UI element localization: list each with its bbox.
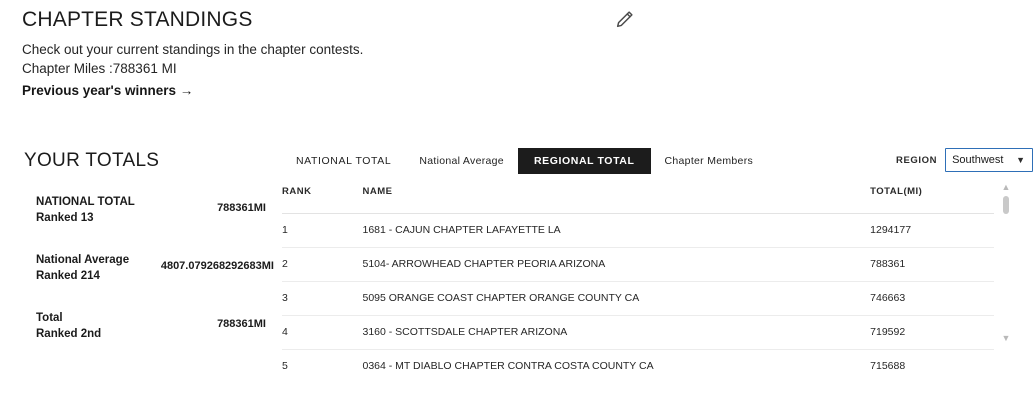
region-selector bbox=[896, 148, 1033, 172]
scrollbar-thumb[interactable] bbox=[1003, 196, 1009, 214]
total-row-rank: Ranked 13 bbox=[36, 212, 94, 224]
total-row-label: NATIONAL TOTAL bbox=[36, 196, 135, 208]
cell-total: 746663 bbox=[870, 282, 994, 316]
your-totals-panel bbox=[24, 150, 274, 368]
cell-name: 0364 - MT DIABLO CHAPTER CONTRA COSTA COUNTY CA bbox=[362, 360, 654, 372]
table-row[interactable] bbox=[282, 350, 994, 384]
tab-national-average[interactable]: National Average bbox=[405, 149, 518, 173]
cell-total: 719592 bbox=[870, 316, 994, 350]
cell-name: 3160 - SCOTTSDALE CHAPTER ARIZONA bbox=[362, 316, 870, 350]
table-header bbox=[282, 186, 994, 214]
column-header-rank: RANK bbox=[282, 186, 362, 214]
standings-tabs bbox=[282, 148, 767, 174]
total-row bbox=[24, 194, 274, 252]
cell-name: 5104- ARROWHEAD CHAPTER PEORIA ARIZONA bbox=[362, 248, 870, 282]
table-row[interactable] bbox=[282, 214, 994, 248]
page-title: CHAPTER STANDINGS bbox=[22, 8, 253, 31]
tab-regional-total[interactable]: REGIONAL TOTAL bbox=[518, 148, 651, 174]
cell-rank: 1 bbox=[282, 214, 362, 248]
region-select[interactable] bbox=[945, 148, 1033, 172]
total-row-rank: Ranked 2nd bbox=[36, 328, 102, 340]
previous-year-winners-link[interactable]: Previous year's winners → bbox=[22, 83, 194, 98]
your-totals-heading: YOUR TOTALS bbox=[24, 150, 160, 171]
scroll-down-arrow-icon[interactable]: ▼ bbox=[1001, 333, 1011, 343]
cell-rank: 5 bbox=[282, 360, 288, 372]
chevron-down-icon: ▼ bbox=[1016, 155, 1026, 165]
total-row bbox=[24, 310, 274, 368]
chapter-miles-text: Chapter Miles :788361 MI bbox=[22, 61, 177, 76]
cell-total: 1294177 bbox=[870, 214, 994, 248]
table-row[interactable] bbox=[282, 248, 994, 282]
total-row-rank: Ranked 214 bbox=[36, 270, 100, 282]
total-row-value: 4807.079268292683MI bbox=[160, 260, 274, 272]
page-subtitle: Check out your current standings in the chapter contests. bbox=[22, 42, 364, 57]
table-row[interactable] bbox=[282, 316, 994, 350]
total-row-label: Total bbox=[36, 312, 63, 324]
cell-rank: 2 bbox=[282, 248, 362, 282]
table-row[interactable] bbox=[282, 282, 994, 316]
tab-chapter-members[interactable]: Chapter Members bbox=[651, 149, 768, 173]
total-row bbox=[24, 252, 274, 310]
table-scrollbar[interactable] bbox=[1000, 182, 1012, 344]
pencil-icon[interactable] bbox=[614, 8, 636, 30]
standings-table bbox=[282, 186, 994, 383]
column-header-name: NAME bbox=[362, 186, 870, 214]
total-row-value: 788361MI bbox=[217, 202, 266, 214]
total-row-label: National Average bbox=[36, 254, 130, 266]
table-header-row bbox=[282, 186, 994, 214]
standings-table-container bbox=[282, 186, 994, 383]
cell-name: 1681 - CAJUN CHAPTER LAFAYETTE LA bbox=[362, 214, 870, 248]
cell-name: 5095 ORANGE COAST CHAPTER ORANGE COUNTY CA bbox=[362, 282, 870, 316]
column-header-total: TOTAL(MI) bbox=[870, 186, 994, 214]
cell-rank: 4 bbox=[282, 316, 362, 350]
table-body bbox=[282, 214, 994, 384]
cell-total: 715688 bbox=[870, 360, 906, 372]
total-row-value: 788361MI bbox=[217, 318, 266, 330]
scroll-up-arrow-icon[interactable]: ▲ bbox=[1001, 182, 1011, 192]
cell-rank: 3 bbox=[282, 282, 362, 316]
cell-total: 788361 bbox=[870, 248, 994, 282]
tab-national-total[interactable]: NATIONAL TOTAL bbox=[282, 149, 405, 173]
region-label: REGION bbox=[896, 154, 938, 166]
